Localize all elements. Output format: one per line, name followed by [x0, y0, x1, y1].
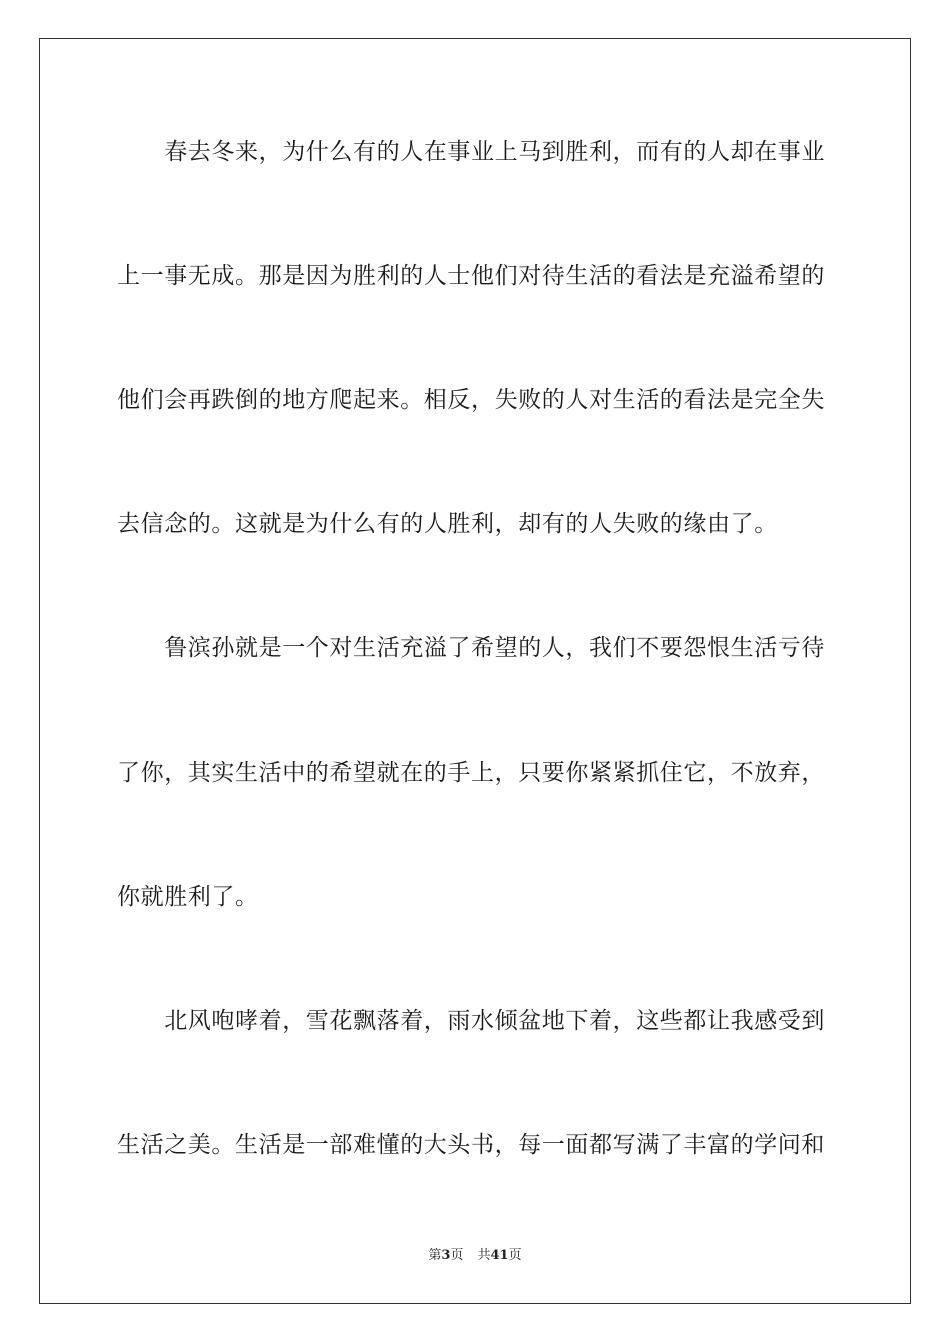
body-text-line: 鲁滨孙就是一个对生活充溢了希望的人，我们不要怨恨生活亏待	[117, 635, 825, 661]
total-pages-suffix: 页	[508, 1248, 522, 1263]
body-text-line: 北风咆哮着，雪花飘落着，雨水倾盆地下着，这些都让我感受到	[117, 1008, 825, 1034]
total-pages: 41	[490, 1248, 509, 1263]
body-text-line: 去信念的。这就是为什么有的人胜利，却有的人失败的缘由了。	[117, 511, 778, 537]
total-pages-prefix: 共	[477, 1248, 491, 1263]
body-text-line: 上一事无成。那是因为胜利的人士他们对待生活的看法是充溢希望的	[117, 263, 825, 289]
page-number-prefix: 第	[428, 1248, 442, 1263]
page-footer	[0, 1247, 950, 1265]
body-text-line: 他们会再跌倒的地方爬起来。相反，失败的人对生活的看法是完全失	[117, 387, 825, 413]
body-text-line: 生活之美。生活是一部难懂的大头书，每一面都写满了丰富的学问和	[117, 1132, 825, 1158]
body-text-line: 春去冬来，为什么有的人在事业上马到胜利，而有的人却在事业	[117, 139, 825, 165]
body-text-line: 你就胜利了。	[117, 884, 259, 910]
page-number: 3	[441, 1248, 451, 1263]
page-number-suffix: 页	[450, 1248, 464, 1263]
page-border	[39, 38, 911, 1304]
body-text-line: 了你，其实生活中的希望就在的手上，只要你紧紧抓住它，不放弃，	[117, 760, 825, 786]
